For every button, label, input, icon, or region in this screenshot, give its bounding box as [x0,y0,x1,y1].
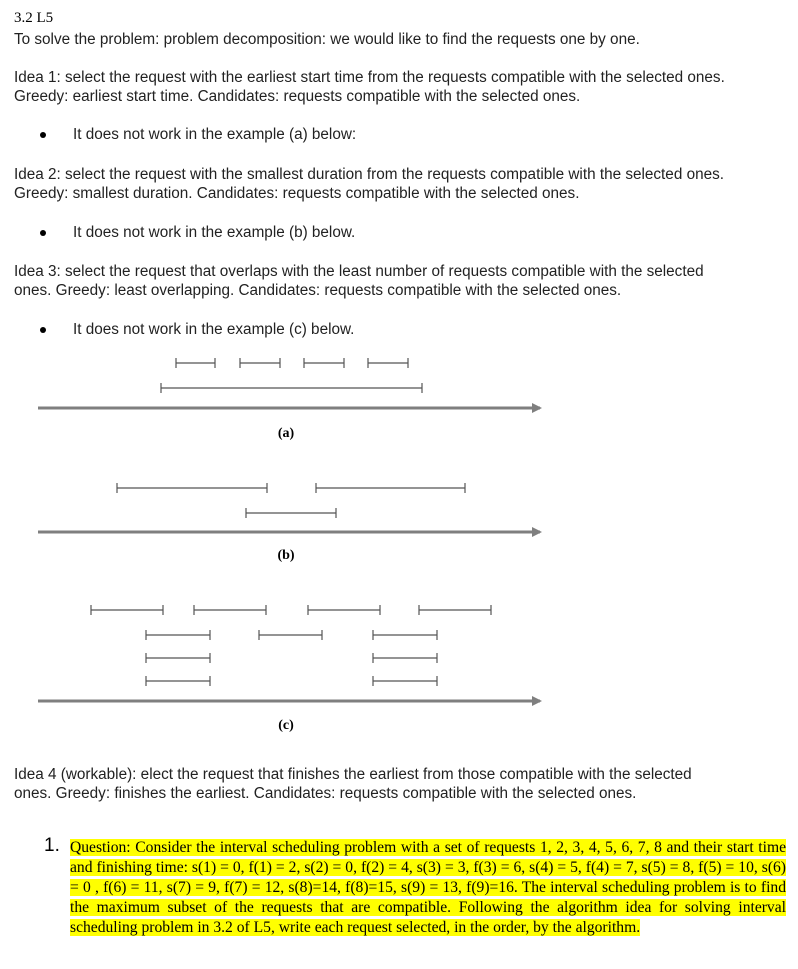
caption-c: (c) [278,718,294,733]
interval-a-long [161,383,422,393]
interval-c-right-2 [373,653,437,663]
interval-a-3 [304,358,344,368]
interval-c-left-2 [146,653,210,663]
interval-c-top-4 [419,605,491,615]
interval-c-right-3 [373,676,437,686]
idea1-line1: Idea 1: select the request with the earliest start time from the requests compatible with the selected ones. [14,69,725,86]
interval-c-top-3 [308,605,380,615]
interval-c-top-1 [91,605,163,615]
interval-c-left-3 [146,676,210,686]
idea1-line2: Greedy: earliest start time. Candidates: requests compatible with the selected ones. [14,88,581,105]
question-text: Question: Consider the interval scheduling problem with a set of requests 1, 2, 3, 4, 5, 6, 7, 8 and their start time and finishing time: s(1) = 0, f(1) = 2, s(2) = 0, f(2) = 4, s(3) = 3, f(3) = 6, s(4) = 5, f(4) = 7, s(5) = 8, f(5) = 10, s(6) = 0 , f(6) = 11, s(7) = 9, f(7) = 12, s(8)=14, f(8)=15, s(9) = 13, f(9)=16. The interval scheduling problem is to find the maximum subset of the requests that are compatible. Following the algorithm idea for solving interval scheduling problem in 3.2 of L5, write each request selected, in the order, by the algorithm. [70,839,786,936]
interval-c-right-1 [373,630,437,640]
idea3-line1: Idea 3: select the request that overlaps with the least number of requests compatible with the selected [14,263,704,280]
section-heading: 3.2 L5 [14,10,54,26]
diagram-a [161,358,422,393]
interval-c-top-2 [194,605,266,615]
interval-a-4 [368,358,408,368]
idea4-line2: ones. Greedy: finishes the earliest. Candidates: requests compatible with the selected ones. [14,785,637,802]
interval-b-2 [316,483,465,493]
caption-a: (a) [277,426,295,441]
interval-b-short [246,508,336,518]
idea2-bullet-text: It does not work in the example (b) below. [73,224,356,241]
idea1-bullet-text: It does not work in the example (a) below: [73,126,357,143]
interval-b-1 [117,483,267,493]
question-text-wrapper [70,838,786,938]
interval-c-middle [259,630,322,640]
idea3-bullet-text: It does not work in the example (c) below. [73,321,355,338]
idea2-line1: Idea 2: select the request with the smallest duration from the requests compatible with the selected ones. [14,166,724,183]
caption-b: (b) [277,548,295,563]
idea2-line2: Greedy: smallest duration. Candidates: requests compatible with the selected ones. [14,185,580,202]
idea4-line1: Idea 4 (workable): elect the request that finishes the earliest from those compatible with the selected [14,766,692,783]
interval-a-2 [240,358,280,368]
diagram-c [91,605,491,686]
idea3-line2: ones. Greedy: least overlapping. Candidates: requests compatible with the selected ones. [14,282,622,299]
question-number: 1. [44,835,60,856]
interval-c-left-1 [146,630,210,640]
diagram-b [117,483,465,518]
intro-text: To solve the problem: problem decomposition: we would like to find the requests one by one. [14,31,640,48]
interval-a-1 [176,358,215,368]
